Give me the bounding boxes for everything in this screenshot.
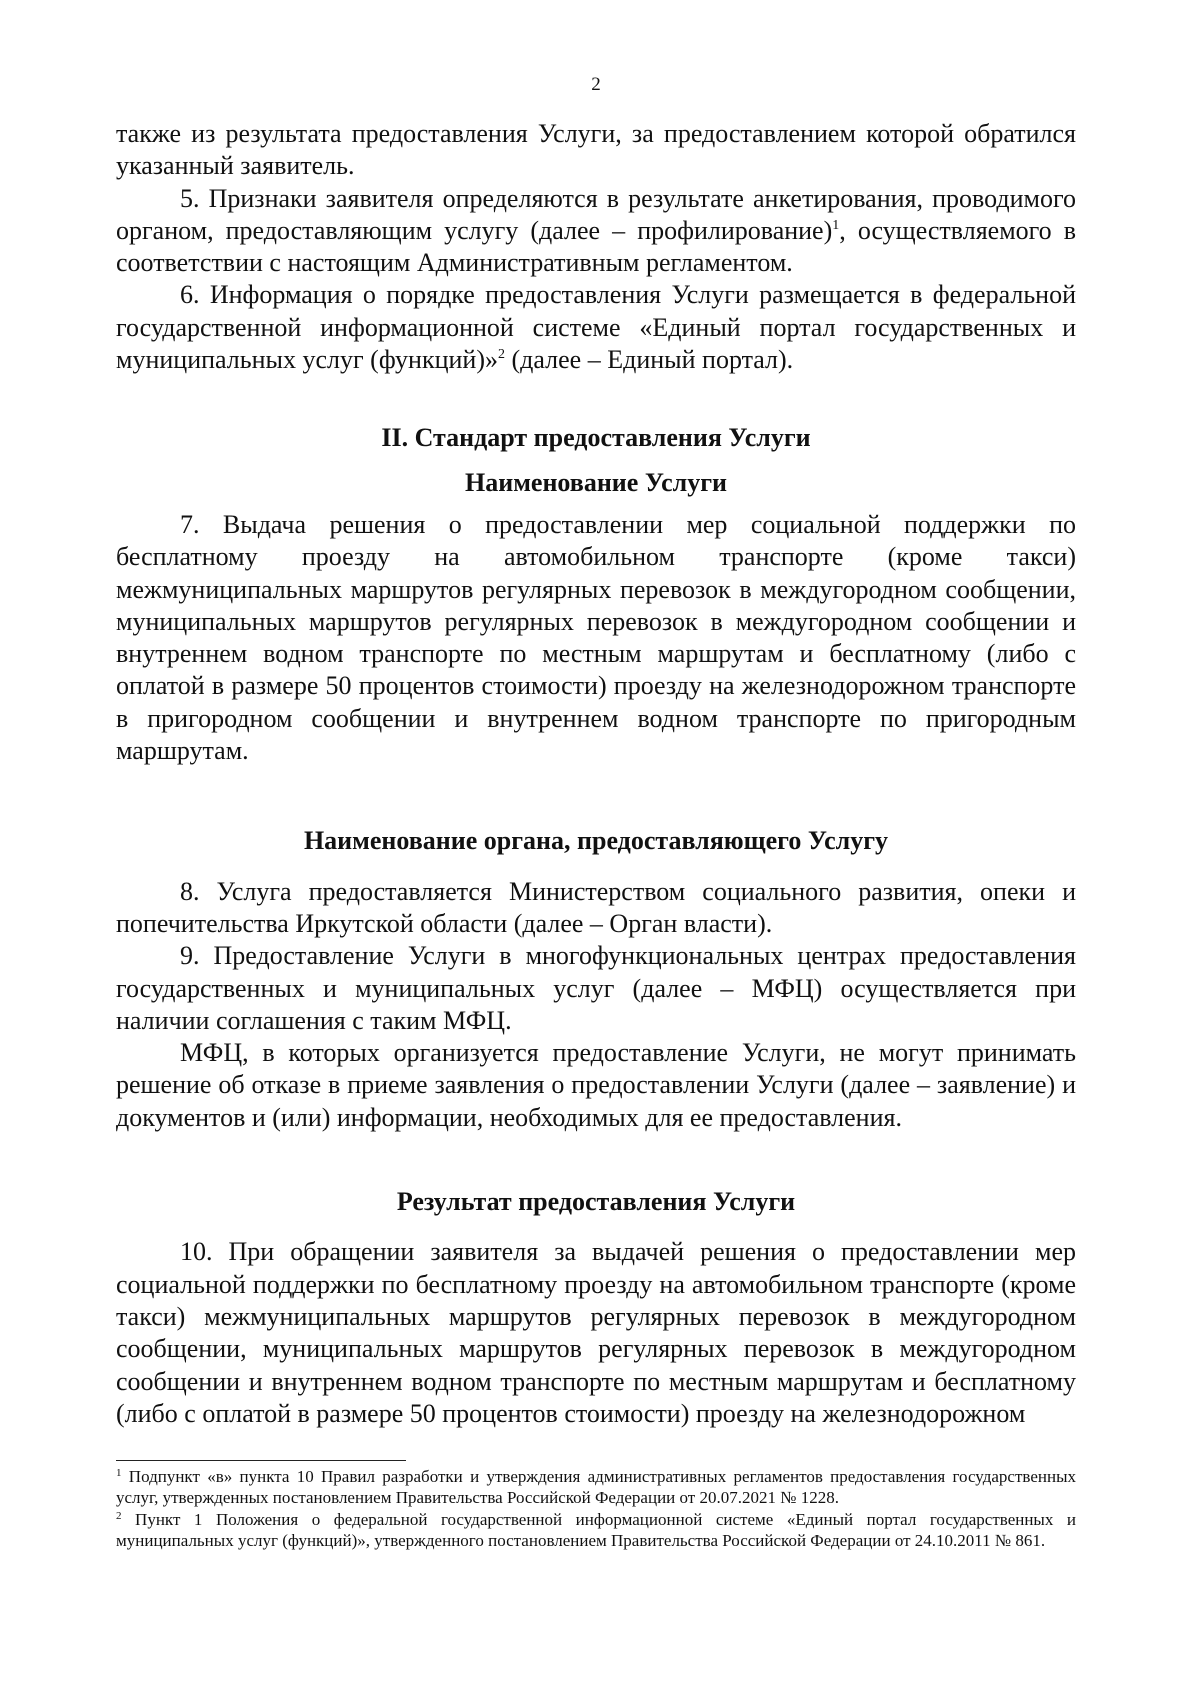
footnote-1-text: Подпункт «в» пункта 10 Правил разработки и утверждения административных регламентов предоставления государственных услуг, утвержденных постановлением Правительства Российской Федерации от 20.07.2021 № 1228. [116, 1467, 1076, 1508]
paragraph-9: 9. Предоставление Услуги в многофункциональных центрах предоставления государственных и муниципальных услуг (далее – МФЦ) осуществляется при наличии соглашения с таким МФЦ. [116, 941, 1076, 1035]
footnote-1-marker: 1 [116, 1467, 122, 1479]
footnote-2-text: Пункт 1 Положения о федеральной государственной информационной системе «Единый портал государственных и муниципальных услуг (функций)», утвержденного постановлением Правительства Российской Федерации от 24.10.2011 № 861. [116, 1509, 1076, 1550]
continued-paragraph: также из результата предоставления Услуги, за предоставлением которой обратился указанный заявитель. [116, 119, 1076, 181]
document-body [116, 118, 1076, 1430]
footnote-2-marker: 2 [116, 1509, 122, 1522]
paragraph-8: 8. Услуга предоставляется Министерством социального развития, опеки и попечительства Иркутской области (далее – Орган власти). [116, 876, 1076, 938]
section-heading-ii: II. Стандарт предоставления Услуги [381, 423, 811, 453]
heading-service-name: Наименование Услуги [464, 467, 728, 497]
footnotes [116, 1466, 1076, 1551]
heading-result: Результат предоставления Услуги [396, 1187, 796, 1217]
paragraph-6-text-a: Информация о порядке предоставления Услуги размещается в федеральной государственной информационной системе «Единый портал государственных и муниципальных услуг (функций)» [116, 280, 1077, 375]
paragraph-6-number: 6. [180, 280, 200, 310]
page-number: 2 [591, 74, 601, 95]
paragraph-6-text-b: (далее – Единый портал). [505, 345, 794, 375]
footnote-ref-2[interactable]: 2 [498, 347, 505, 363]
paragraph-10: 10. При обращении заявителя за выдачей решения о предоставлении мер социальной поддержки по бесплатному проезду на автомобильном транспорте (кроме такси) межмуниципальных маршрутов регулярных перевозок в междугородном сообщении, муниципальных маршрутов регулярных перевозок в междугородном сообщении и внутреннем водном транспорте по местным маршрутам и бесплатному (либо с оплатой в размере 50 процентов стоимости) проезду на железнодорожном [116, 1237, 1076, 1428]
paragraph-6 [116, 279, 1076, 376]
heading-organ-name: Наименование органа, предоставляющего Услугу [303, 826, 889, 856]
paragraph-5-text-a: Признаки заявителя определяются в результате анкетирования, проводимого органом, предоставляющим услугу (далее – профилирование) [116, 183, 1076, 245]
paragraph-5-text-b: , осуществляемого в соответствии с настоящим Административным регламентом. [116, 215, 1076, 278]
paragraph-9-continued: МФЦ, в которых организуется предоставление Услуги, не могут принимать решение об отказе в приеме заявления о предоставлении Услуги (далее – заявление) и документов и (или) информации, необходимых для ее предоставления. [116, 1038, 1076, 1132]
document-page [116, 0, 1076, 1697]
footnote-ref-1[interactable]: 1 [832, 217, 840, 233]
paragraph-5 [116, 183, 1076, 280]
footnote-2 [116, 1509, 1076, 1552]
footnote-separator [116, 1460, 406, 1461]
paragraph-5-number: 5. [180, 183, 200, 213]
paragraph-7: 7. Выдача решения о предоставлении мер социальной поддержки по бесплатному проезду на автомобильном транспорте (кроме такси) межмуниципальных маршрутов регулярных перевозок в междугородном сообщении, муниципальных маршрутов регулярных перевозок в междугородном сообщении и внутреннем водном транспорте по местным маршрутам и бесплатному (либо с оплатой в размере 50 процентов стоимости) проезду на железнодорожном транспорте в пригородном сообщении и внутреннем водном транспорте по пригородным маршрутам. [116, 509, 1076, 766]
footnote-1 [116, 1466, 1076, 1509]
